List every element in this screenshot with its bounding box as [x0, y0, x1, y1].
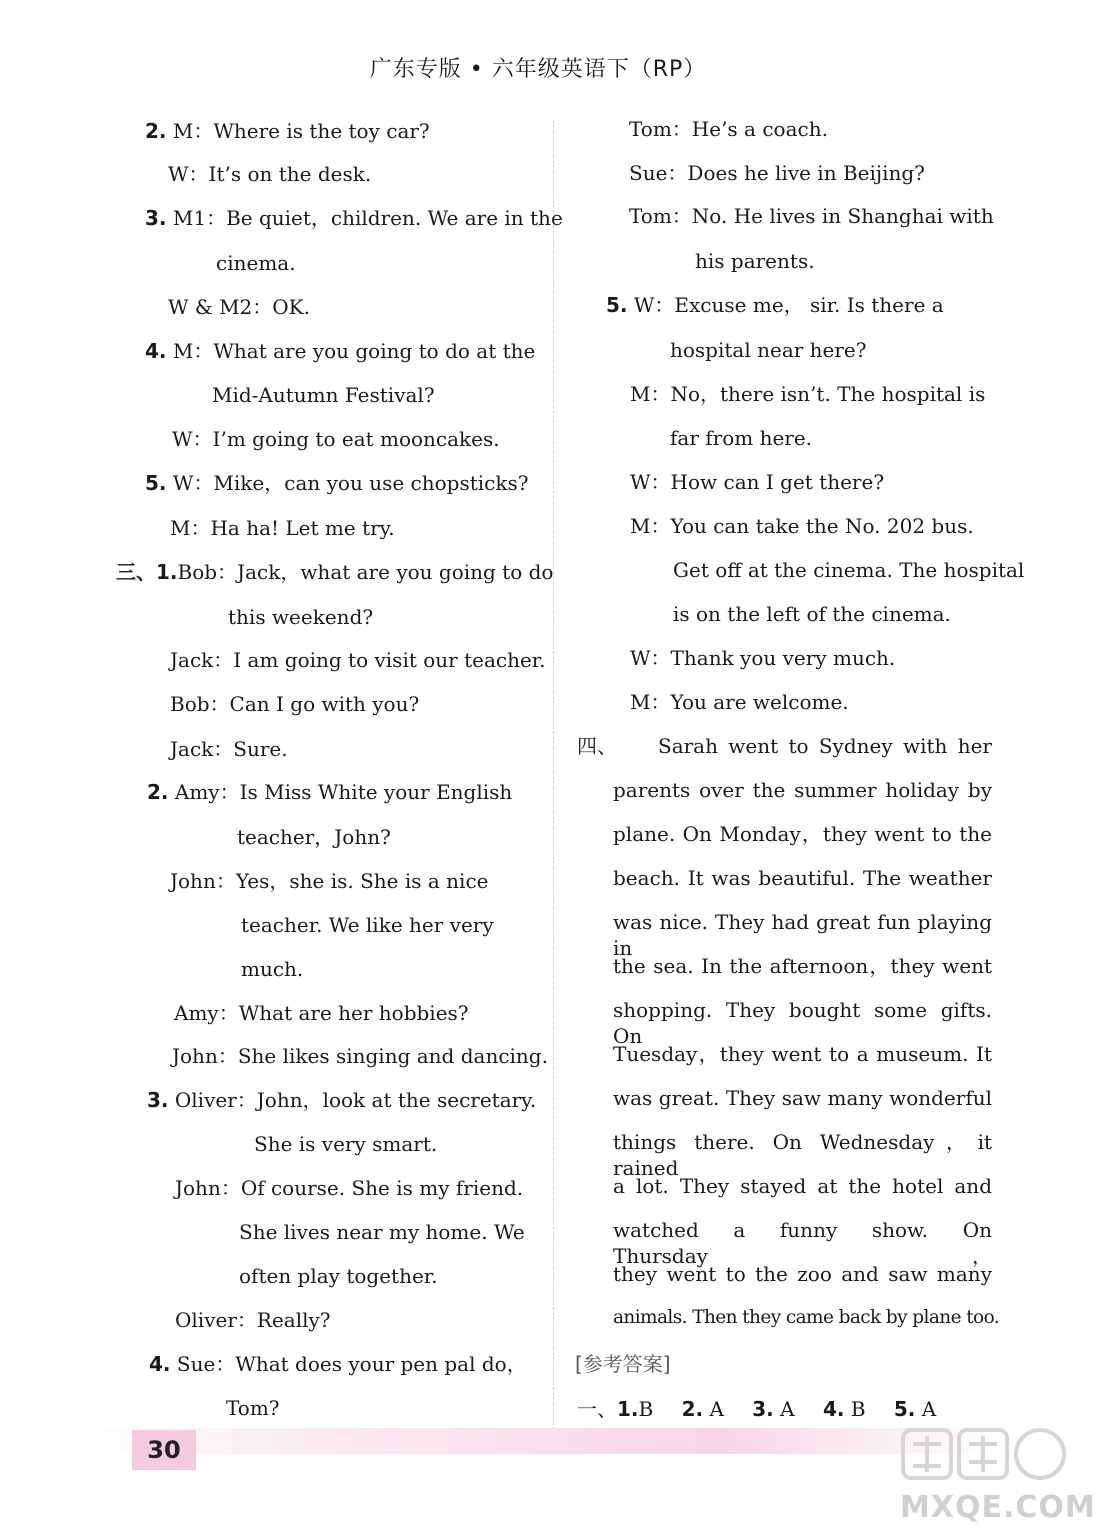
line: M：Ha ha! Let me try. [170, 516, 395, 540]
watermark-text: MXQE.COM [900, 1490, 1096, 1525]
line: W：It’s on the desk. [168, 162, 372, 186]
line: 5. W：Mike，can you use chopsticks? [145, 471, 529, 495]
passage-line: animals. Then they came back by plane too. [613, 1307, 1000, 1328]
line: W：I’m going to eat mooncakes. [172, 427, 500, 451]
passage-line: a lot. They stayed at the hotel and [613, 1174, 992, 1198]
line: Oliver：Really? [175, 1308, 331, 1332]
line: Sue：Does he live in Beijing? [629, 161, 925, 185]
passage-line: was nice. They had great fun playing in [613, 910, 992, 960]
line: Get off at the cinema. The hospital [673, 558, 1025, 582]
page-header-title: 广东专版 • 六年级英语下（RP） [369, 57, 707, 82]
passage-line: they went to the zoo and saw many [613, 1262, 992, 1286]
line: 4. Sue：What does your pen pal do， [149, 1352, 527, 1376]
passage-line: things there. On Wednesday，it rained [613, 1130, 992, 1180]
footer-decor-bar [80, 1428, 1000, 1454]
line: W：How can I get there? [630, 470, 885, 494]
answer-key-label: [参考答案] [575, 1352, 671, 1376]
line: Jack：Sure. [170, 737, 288, 761]
line: 5. W：Excuse me， sir. Is there a [606, 293, 944, 317]
line: Bob：Can I go with you? [170, 692, 420, 716]
line: cinema. [216, 251, 296, 275]
line: W & M2：OK. [168, 295, 310, 319]
line: Tom：He’s a coach. [629, 117, 828, 141]
line: 2. Amy：Is Miss White your English [147, 780, 513, 804]
passage-line: plane. On Monday，they went to the [613, 822, 992, 846]
line: Jack：I am going to visit our teacher. [170, 648, 546, 672]
line: much. [241, 957, 304, 981]
line: M：You can take the No. 202 bus. [630, 514, 974, 538]
page-number: 30 [132, 1430, 196, 1470]
passage-line: was great. They saw many wonderful [613, 1086, 992, 1110]
line: She lives near my home. We [239, 1220, 525, 1244]
line: M：You are welcome. [630, 690, 849, 714]
line: 三、1.Bob：Jack，what are you going to do [116, 560, 554, 584]
line: John：Of course. She is my friend. [175, 1176, 524, 1200]
line: 3. Oliver：John，look at the secretary. [147, 1088, 537, 1112]
passage-line: Tuesday，they went to a museum. It [613, 1042, 992, 1066]
line: She is very smart. [254, 1132, 438, 1156]
line: his parents. [695, 249, 815, 273]
line: John：Yes，she is. She is a nice [170, 869, 489, 893]
line: Tom? [226, 1396, 280, 1420]
line: 4. M：What are you going to do at the [145, 339, 536, 363]
line: far from here. [670, 426, 813, 450]
line: hospital near here? [670, 338, 867, 362]
line: teacher. We like her very [241, 913, 494, 937]
line: often play together. [239, 1264, 438, 1288]
line: John：She likes singing and dancing. [172, 1044, 548, 1068]
passage-line: Sarah went to Sydney with her [658, 734, 992, 758]
line: M：No，there isn’t. The hospital is [630, 382, 986, 406]
line: teacher，John? [237, 825, 391, 849]
line: this weekend? [228, 605, 374, 629]
passage-line: beach. It was beautiful. The weather [613, 866, 992, 890]
line: is on the left of the cinema. [673, 602, 951, 626]
line: Amy：What are her hobbies? [174, 1001, 469, 1025]
passage-line: the sea. In the afternoon，they went [613, 954, 992, 978]
line: W：Thank you very much. [630, 646, 896, 670]
passage-line: watched a funny show. On Thursday， [613, 1218, 992, 1268]
answer-row: 一、1.B 2. A 3. A 4. B 5. A [577, 1397, 937, 1421]
line: 2. M：Where is the toy car? [145, 119, 430, 143]
line: 3. M1：Be quiet，children. We are in the [145, 206, 563, 230]
passage-line: parents over the summer holiday by [613, 778, 992, 802]
line: Tom：No. He lives in Shanghai with [629, 204, 994, 228]
passage-line: shopping. They bought some gifts. On [613, 998, 992, 1048]
line: Mid-Autumn Festival? [212, 383, 435, 407]
column-divider [553, 120, 554, 1430]
section-four-label: 四、 [577, 734, 617, 758]
